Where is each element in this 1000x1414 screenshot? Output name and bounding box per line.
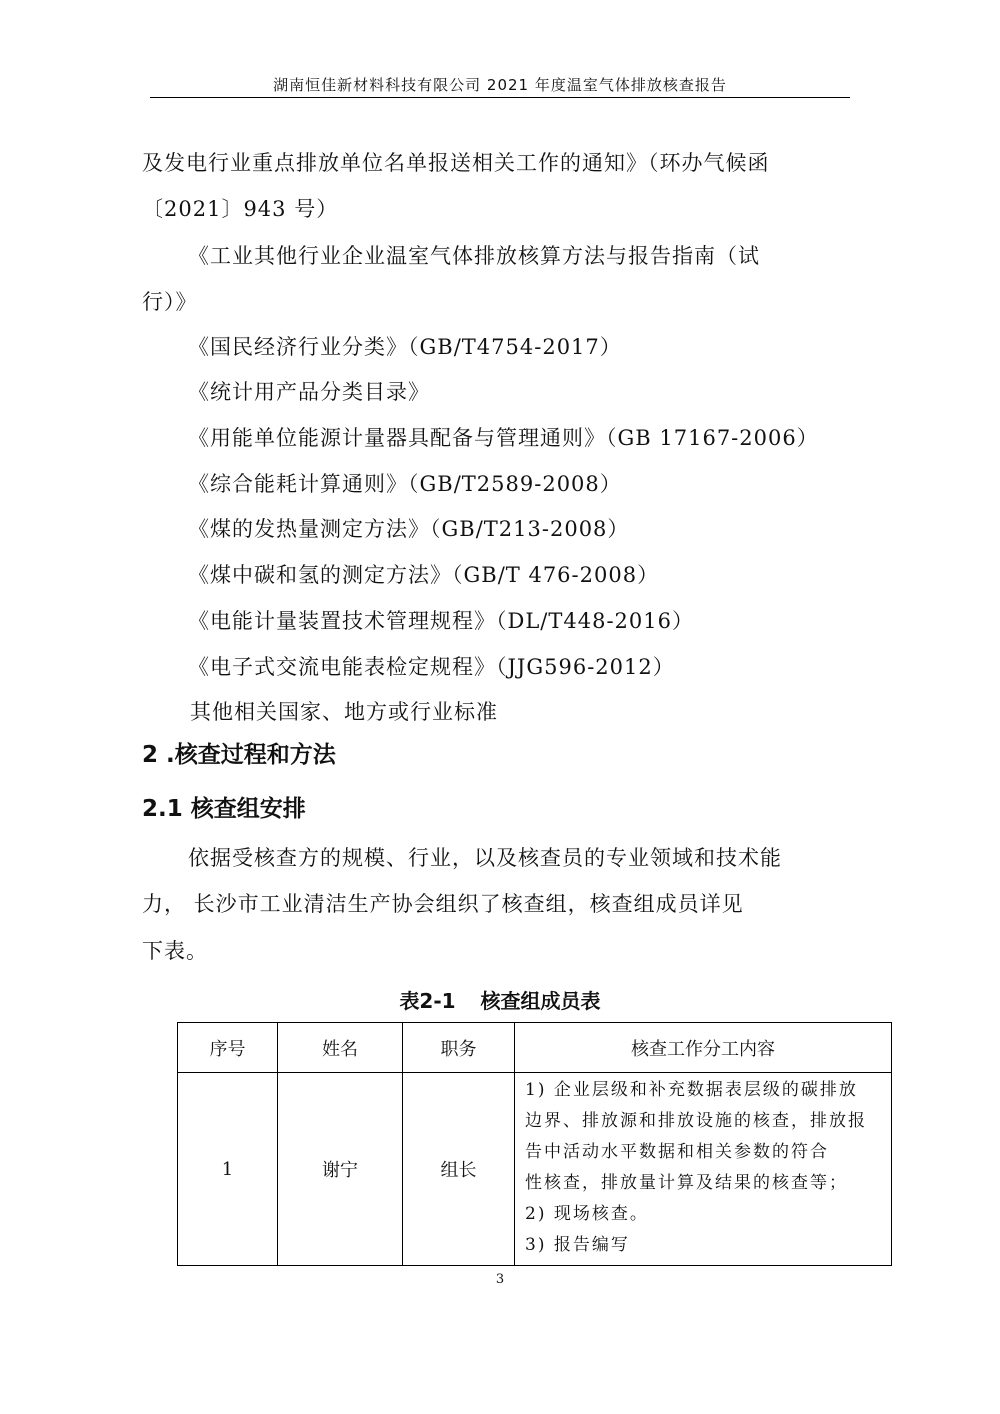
body-line: 及发电行业重点排放单位名单报送相关工作的通知》（环办气候函 [142,151,770,175]
page-number: 3 [495,1272,505,1287]
body-line: 其他相关国家、地方或行业标准 [190,700,498,724]
body-line: 《电子式交流电能表检定规程》（JJG596-2012） [188,655,675,679]
table-row [178,1073,892,1266]
duty-line: 2) 现场核查。 [525,1204,649,1224]
cell-position: 组长 [403,1073,515,1266]
col-header-no: 序号 [178,1023,278,1073]
col-header-duties: 核查工作分工内容 [515,1023,892,1073]
body-line: 〔2021〕943 号） [142,197,339,221]
col-header-position: 职务 [403,1023,515,1073]
table-header-row [178,1023,892,1073]
body-line: 《统计用产品分类目录》 [188,380,430,404]
cell-no: 1 [178,1073,278,1266]
duty-line: 1) 企业层级和补充数据表层级的碳排放 [525,1080,858,1100]
col-header-name: 姓名 [278,1023,403,1073]
body-line: 《电能计量装置技术管理规程》（DL/T448-2016） [188,609,694,633]
paragraph-line: 依据受核查方的规模、行业，以及核查员的专业领域和技术能 [188,846,782,870]
paragraph-line: 下表。 [142,939,208,963]
body-line: 《煤的发热量测定方法》（GB/T213-2008） [188,517,630,541]
body-line: 《煤中碳和氢的测定方法》（GB/T 476-2008） [188,563,660,587]
duty-line: 3) 报告编写 [525,1235,630,1255]
duty-line: 性核查，排放量计算及结果的核查等； [525,1173,848,1193]
body-line: 《用能单位能源计量器具配备与管理通则》（GB 17167-2006） [188,426,819,450]
page-header: 湖南恒佳新材料科技有限公司 2021 年度温室气体排放核查报告 [273,76,727,94]
cell-duties [515,1073,892,1266]
duty-line: 边界、排放源和排放设施的核查，排放报 [525,1111,867,1131]
table-caption: 表2-1 核查组成员表 [399,989,601,1013]
section-heading: 2 .核查过程和方法 [142,742,336,768]
header-rule [150,97,850,98]
body-line: 《工业其他行业企业温室气体排放核算方法与报告指南（试 [188,244,760,268]
duty-line: 告中活动水平数据和相关参数的符合 [525,1142,829,1162]
subsection-heading: 2.1 核查组安排 [142,796,306,822]
cell-name: 谢宁 [278,1073,403,1266]
body-line: 《综合能耗计算通则》（GB/T2589-2008） [188,472,622,496]
body-line: 《国民经济行业分类》（GB/T4754-2017） [188,335,622,359]
members-table [177,1022,892,1266]
body-line: 行）》 [142,290,198,314]
paragraph-line: 力， 长沙市工业清洁生产协会组织了核查组，核查组成员详见 [142,892,744,916]
